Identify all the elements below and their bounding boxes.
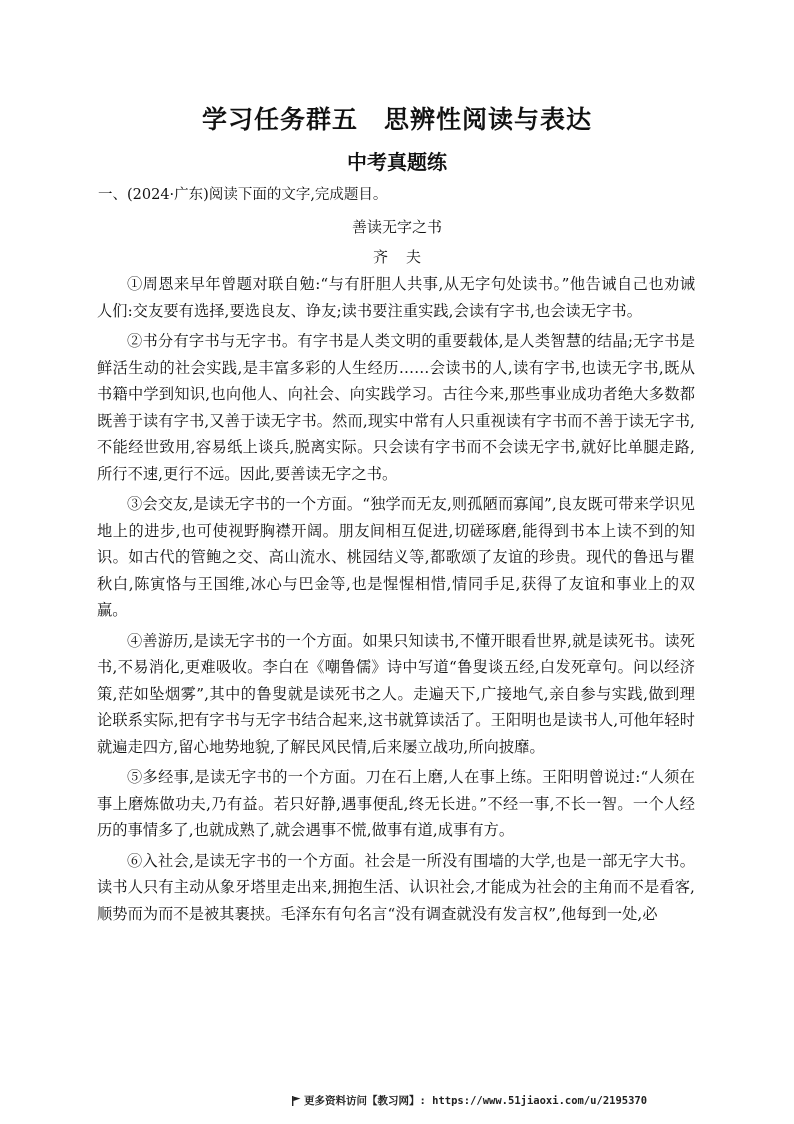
essay-author: 齐夫 bbox=[372, 248, 439, 266]
flag-icon bbox=[292, 1096, 301, 1106]
essay-title: 善读无字之书 bbox=[351, 218, 442, 236]
essay-paragraph-4: ④善游历,是读无字书的一个方面。如果只知读书,不懂开眼看世界,就是读死书。读死书,不易消化,更难吸收。李白在《嘲鲁儒》诗中写道“鲁叟谈五经,白发死章句。问以经济策,茫如坠烟雾”,其中的鲁叟就是读死书之人。走遍天下,广接地气,亲自参与实践,做到理论联系实际,把有字书与无字书结合起来,这书就算读活了。王阳明也是读书人,可他年轻时就遍走四方,留心地势地貌,了解民风民情,后来屡立战功,所向披靡。 bbox=[97, 631, 695, 756]
footer-text[interactable]: 更多资料访问【教习网】: https://www.51jiaoxi.com/u/2195370 bbox=[304, 1095, 648, 1107]
page-subtitle: 中考真题练 bbox=[347, 150, 447, 174]
essay-paragraph-5: ⑤多经事,是读无字书的一个方面。刀在石上磨,人在事上练。王阳明曾说过:“人须在事上磨炼做功夫,乃有益。若只好静,遇事便乱,终无长进。”不经一事,不长一智。一个人经历的事情多了,也就成熟了,就会遇事不慌,做事有道,成事有方。 bbox=[97, 768, 695, 839]
page-title: 学习任务群五 思辨性阅读与表达 bbox=[201, 105, 592, 134]
footer-link[interactable] bbox=[292, 1093, 647, 1108]
essay-body bbox=[97, 271, 695, 931]
essay-paragraph-1: ①周恩来早年曾题对联自勉:“与有肝胆人共事,从无字句处读书。”他告诫自己也劝诫人们:交友要有选择,要选良友、诤友;读书要注重实践,会读有字书,也会读无字书。 bbox=[97, 275, 695, 320]
essay-paragraph-3: ③会交友,是读无字书的一个方面。“独学而无友,则孤陋而寡闻”,良友既可带来学识见地上的进步,也可使视野胸襟开阔。朋友间相互促进,切磋琢磨,能得到书本上读不到的知识。如古代的管鲍之交、高山流水、桃园结义等,都歌颂了友谊的珍贵。现代的鲁迅与瞿秋白,陈寅恪与王国维,冰心与巴金等,也是惺惺相惜,情同手足,获得了友谊和事业上的双赢。 bbox=[97, 495, 695, 619]
question-prompt: 一、(2024·广东)阅读下面的文字,完成题目。 bbox=[98, 187, 388, 203]
essay-paragraph-6: ⑥入社会,是读无字书的一个方面。社会是一所没有围墙的大学,也是一部无字大书。读书人只有主动从象牙塔里走出来,拥抱生活、认识社会,才能成为社会的主角而不是看客,顺势而为而不是被其裹挟。毛泽东有句名言“没有调查就没有发言权”,他每到一处,必 bbox=[97, 851, 695, 923]
essay-paragraph-2: ②书分有字书与无字书。有字书是人类文明的重要载体,是人类智慧的结晶;无字书是鲜活生动的社会实践,是丰富多彩的人生经历……会读书的人,读有字书,也读无字书,既从书籍中学到知识,也向他人、向社会、向实践学习。古往今来,那些事业成功者绝大多数都既善于读有字书,又善于读无字书。然而,现实中常有人只重视读有字书而不善于读无字书,不能经世致用,容易纸上谈兵,脱离实际。只会读有字书而不会读无字书,就好比单腿走路,所行不速,更行不远。因此,要善读无字之书。 bbox=[97, 332, 695, 483]
